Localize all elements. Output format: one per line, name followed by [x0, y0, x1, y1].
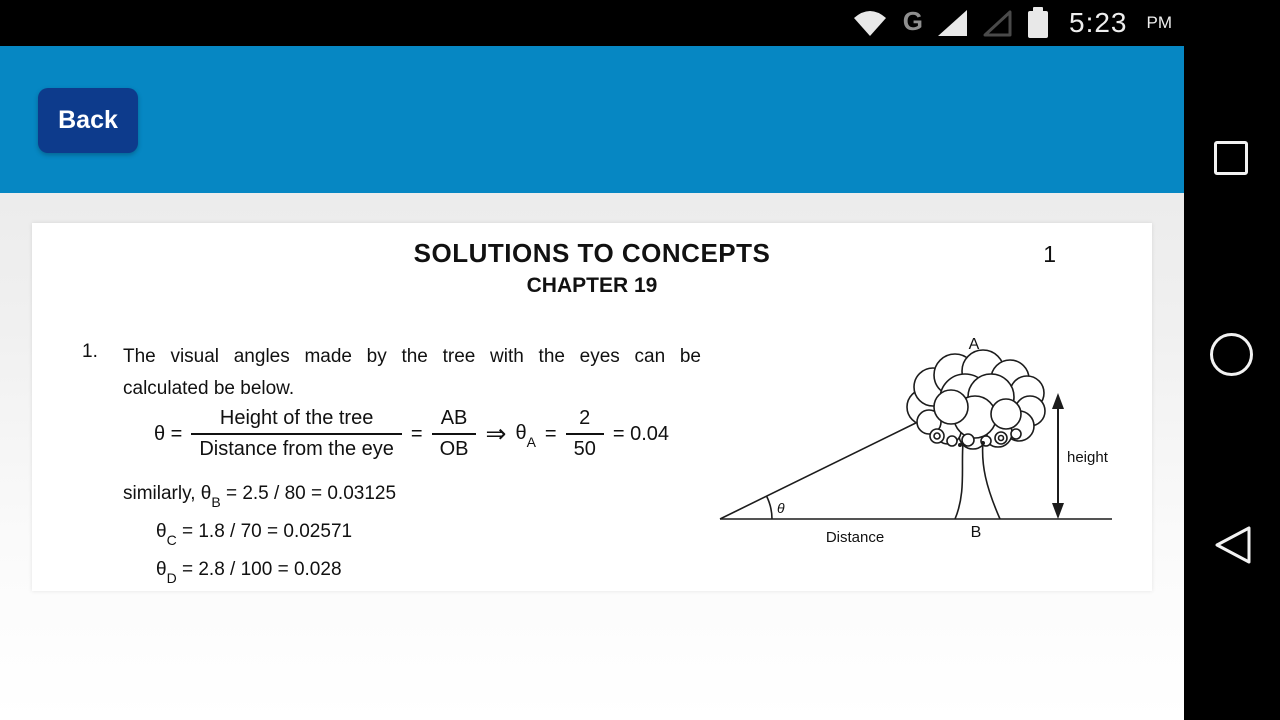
clock-period: PM	[1146, 13, 1172, 32]
back-triangle-icon[interactable]	[1210, 523, 1254, 567]
formula-theta-c: $\theta_C = 1.8 / 70 = 0.02571$	[156, 521, 353, 548]
chapter-heading: CHAPTER 19	[526, 274, 658, 297]
diagram-label-distance: Distance	[825, 529, 885, 546]
fraction-2-50: $\frac{2}{50}$	[566, 407, 604, 461]
fraction-ab-ob: $\frac{AB}{OB}$	[432, 407, 477, 461]
formula-lhs: θ =	[154, 422, 183, 445]
formula-result: = 0.04	[612, 422, 670, 445]
diagram-label-height: height	[1067, 449, 1108, 466]
tree-trunk-icon	[955, 441, 1000, 519]
tree-canopy-icon	[907, 350, 1045, 449]
document-viewer[interactable]	[0, 193, 1184, 720]
problem-number: 1.	[82, 341, 98, 362]
tree-angle-diagram	[715, 335, 1115, 550]
page-number: 1	[1043, 241, 1056, 267]
diagram-label-b: B	[970, 524, 982, 541]
app-header	[0, 46, 1184, 193]
formula-theta-a	[154, 407, 669, 461]
status-bar	[0, 0, 1280, 46]
equals-sign-2: =	[544, 422, 557, 445]
formula-theta-b: similarly, $\theta_B = 2.5 / 80 = 0.03125$	[123, 483, 397, 510]
formula-theta-d: $\theta_D = 2.8 / 100 = 0.028$	[156, 559, 342, 586]
signal-empty-icon	[982, 10, 1013, 37]
problem-line-2: calculated be below.	[123, 378, 295, 399]
page-title: SOLUTIONS TO CONCEPTS	[413, 238, 771, 268]
home-circle-icon[interactable]	[1210, 333, 1253, 376]
theta-a-symbol: $\theta_A$	[515, 421, 536, 450]
recents-square-icon[interactable]	[1214, 141, 1248, 175]
fraction-height-distance: $\frac{\text{Height of the tree}}{\text{Distance from the eye}}$	[191, 407, 402, 461]
problem-statement	[123, 341, 701, 405]
diagram-label-a: A	[968, 336, 980, 353]
back-button[interactable]: Back	[38, 88, 138, 153]
network-type-label: G	[902, 6, 923, 36]
android-nav-bar	[1184, 45, 1280, 720]
sight-line	[720, 417, 928, 519]
wifi-icon	[852, 10, 888, 37]
clock-time: 5:23	[1069, 7, 1128, 38]
signal-strength-icon	[938, 10, 967, 36]
battery-icon	[1028, 11, 1048, 38]
diagram-label-theta: θ	[777, 500, 785, 516]
height-arrow-icon	[1052, 393, 1064, 519]
problem-line-1: The visual angles made by the tree with the eyes can be	[123, 346, 701, 367]
implies-arrow: ⇒	[485, 420, 507, 448]
angle-arc	[767, 496, 773, 519]
equals-sign: =	[410, 422, 423, 445]
document-page	[32, 223, 1152, 591]
